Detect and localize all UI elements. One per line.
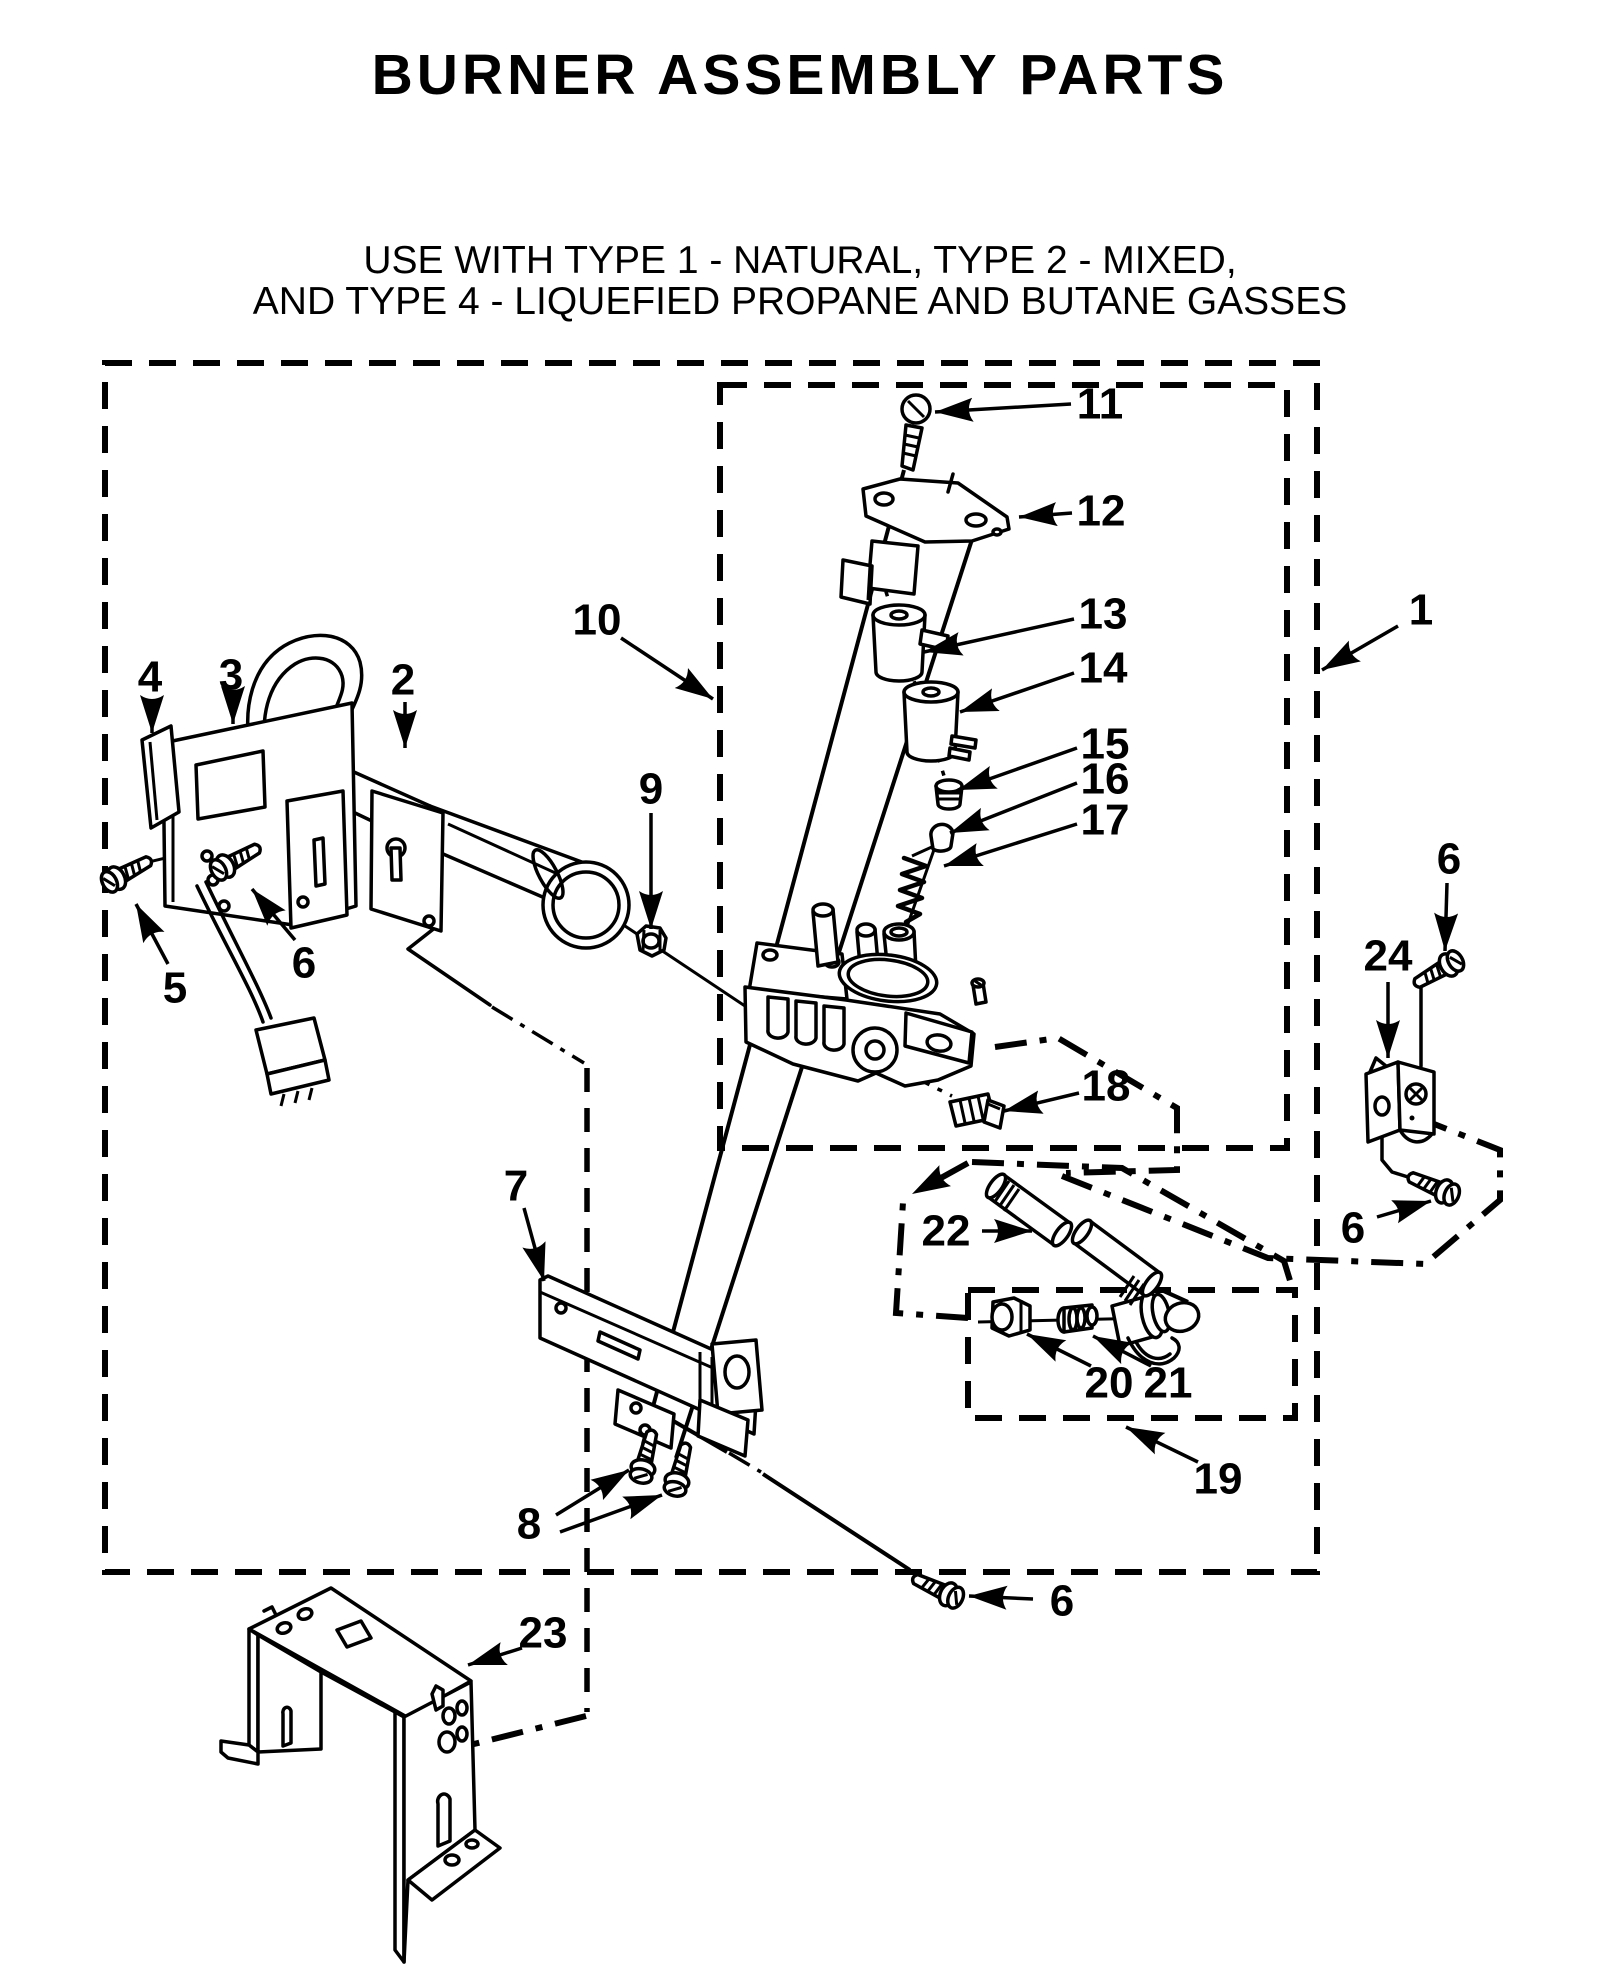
screw-6-right-bottom xyxy=(1404,1165,1463,1208)
callout-part-6-left: 6 xyxy=(291,938,317,988)
bracket3-hole-1 xyxy=(202,851,212,861)
tower-top-inner xyxy=(891,928,907,936)
part-6-right-bottom-arrow-1 xyxy=(1377,1201,1431,1217)
callout-part-17: 17 xyxy=(1080,795,1130,845)
valve-port-3 xyxy=(824,1006,844,1050)
part-20-arrow-1 xyxy=(1027,1334,1091,1366)
callout-part-2: 2 xyxy=(390,655,416,705)
part-11-arrow-1 xyxy=(935,404,1071,412)
callout-part-11: 11 xyxy=(1076,379,1124,429)
mount-line-dashdot xyxy=(492,1007,584,1063)
bracket3-window xyxy=(196,751,265,819)
part-5-arrow-1 xyxy=(136,904,168,964)
callout-part-21: 21 xyxy=(1143,1358,1193,1408)
tubes-22 xyxy=(983,1171,1165,1305)
callout-part-12: 12 xyxy=(1076,486,1126,536)
part-18-arrow-1 xyxy=(1004,1093,1079,1111)
screw-11 xyxy=(902,395,930,470)
mount-line-solid xyxy=(408,927,490,1005)
callout-part-6-right-top: 6 xyxy=(1436,834,1462,884)
part-8-arrow-1 xyxy=(556,1470,629,1515)
page-title: BURNER ASSEMBLY PARTS xyxy=(371,43,1229,107)
part-14-arrow-1 xyxy=(960,673,1074,712)
part-17-arrow-1 xyxy=(944,824,1077,866)
mount-line-to-bracket23 xyxy=(462,1716,586,1747)
burner-right-plate xyxy=(371,791,443,931)
mid-plate-slot xyxy=(314,838,325,886)
nut-20 xyxy=(992,1298,1030,1336)
callout-part-6-bottom: 6 xyxy=(1049,1576,1075,1626)
connector-pin-3 xyxy=(309,1088,312,1100)
callout-part-7: 7 xyxy=(503,1161,529,1211)
callout-part-16: 16 xyxy=(1080,754,1130,804)
part-16-arrow-1 xyxy=(950,783,1077,833)
callout-part-23: 23 xyxy=(518,1608,568,1658)
part-6-right-top-arrow-1 xyxy=(1445,883,1447,951)
flame-sensor-18 xyxy=(950,1094,1004,1128)
callout-part-20: 20 xyxy=(1084,1358,1134,1408)
callout-part-8: 8 xyxy=(516,1499,542,1549)
part-1-arrow-1 xyxy=(1322,626,1398,670)
part-15-arrow-1 xyxy=(958,748,1077,790)
connector-pin-1 xyxy=(281,1094,284,1106)
flange-hole-1 xyxy=(763,950,777,960)
orifice-group xyxy=(992,1290,1203,1364)
part-7-arrow-1 xyxy=(524,1208,544,1281)
side-plate-4 xyxy=(142,726,179,828)
usage-note-line1: USE WITH TYPE 1 - NATURAL, TYPE 2 - MIXED, xyxy=(363,239,1237,282)
callout-part-15: 15 xyxy=(1080,719,1130,769)
orifice-21 xyxy=(1058,1305,1097,1332)
part-6-bottom-arrow-1 xyxy=(969,1596,1033,1599)
solenoid-coil-14 xyxy=(904,682,976,761)
usage-note-line2: AND TYPE 4 - LIQUEFIED PROPANE AND BUTANE GASSES xyxy=(252,280,1348,323)
connector-pin-2 xyxy=(295,1091,298,1103)
right-plate-keyhole-slot xyxy=(391,848,401,880)
callout-part-13: 13 xyxy=(1078,589,1128,639)
callout-part-19: 19 xyxy=(1193,1454,1243,1504)
part-8-arrow-2 xyxy=(560,1495,662,1532)
screw-8b xyxy=(662,1440,698,1498)
callout-part-9: 9 xyxy=(638,764,664,814)
screw-6-right-top xyxy=(1409,947,1468,995)
callout-part-6-right-bottom: 6 xyxy=(1340,1203,1366,1253)
right-plate-hole xyxy=(424,916,434,926)
tube-22a xyxy=(983,1171,1075,1249)
callout-part-5: 5 xyxy=(162,963,188,1013)
bracket-24 xyxy=(1366,977,1434,1182)
callout-part-1: 1 xyxy=(1408,585,1434,635)
solenoid-bracket-12 xyxy=(841,474,1009,604)
regulator-seat-15 xyxy=(936,780,962,809)
callout-part-3: 3 xyxy=(218,650,244,700)
valve-dome xyxy=(837,949,940,1007)
part-10-arrow-1 xyxy=(621,638,713,699)
part-12-arrow-1 xyxy=(1019,513,1072,517)
outlet-boss-hole xyxy=(866,1041,884,1059)
callout-part-22: 22 xyxy=(921,1206,971,1256)
part-19-arrow-1 xyxy=(1126,1427,1198,1462)
callout-part-14: 14 xyxy=(1078,643,1128,693)
valve-port-1 xyxy=(768,997,788,1038)
tube-region-arrow-edge xyxy=(912,1163,968,1194)
callout-part-18: 18 xyxy=(1081,1061,1131,1111)
screw-5 xyxy=(98,849,157,896)
valve-parts-column xyxy=(841,395,1009,922)
post-2-top xyxy=(857,924,875,936)
post-1-top xyxy=(813,904,833,916)
mid-plate-hole xyxy=(298,897,308,907)
mounting-bracket-23 xyxy=(221,1588,500,1962)
nut-9 xyxy=(637,926,666,956)
regulator-spring-17 xyxy=(898,846,934,922)
callout-part-4: 4 xyxy=(137,652,163,702)
valve-port-2 xyxy=(796,1001,816,1044)
callout-part-24: 24 xyxy=(1363,931,1413,981)
valve-bleed-screw xyxy=(972,979,986,1004)
callout-part-10: 10 xyxy=(572,595,622,645)
part-23-arrow-1 xyxy=(468,1648,522,1665)
solenoid-coil-13 xyxy=(873,605,948,681)
